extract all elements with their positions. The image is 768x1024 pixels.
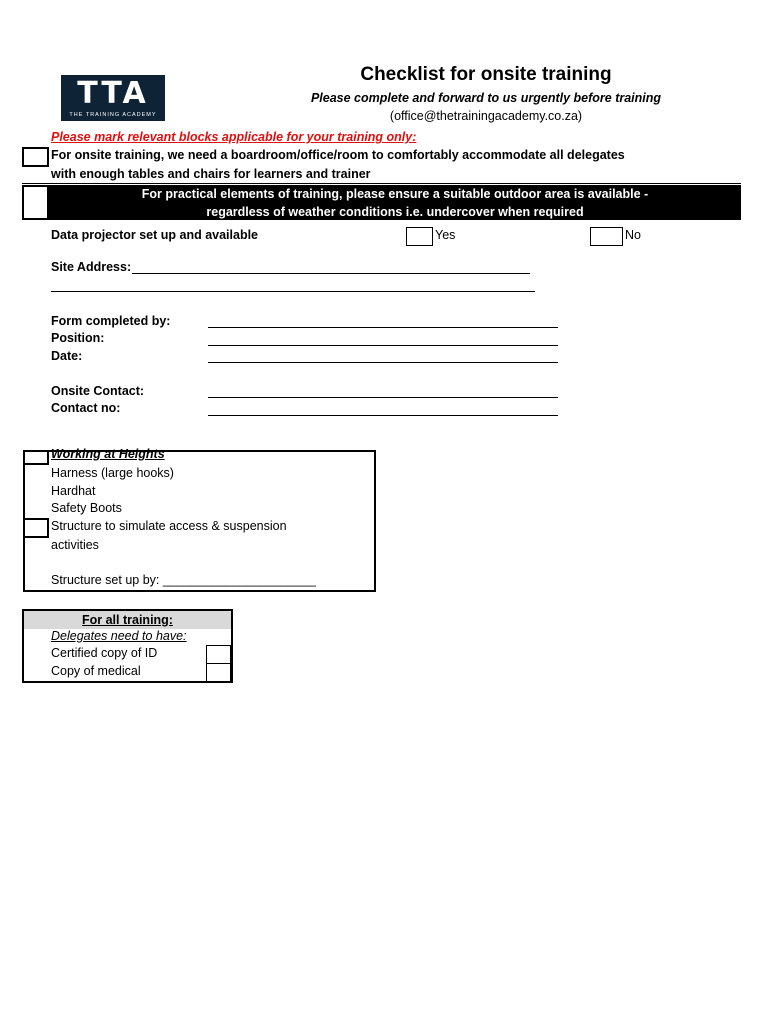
onsite-room-line2: with enough tables and chairs for learners and trainer: [51, 167, 371, 181]
outdoor-area-checkbox[interactable]: [22, 185, 49, 220]
outdoor-area-line1: For practical elements of training, please ensure a suitable outdoor area is available -: [141, 187, 649, 201]
certified-id-checkbox[interactable]: [206, 645, 231, 664]
position-field[interactable]: [208, 345, 558, 346]
heights-item-activities: activities: [51, 538, 99, 552]
form-completed-by-label: Form completed by:: [51, 314, 171, 328]
all-training-item-id: Certified copy of ID: [51, 646, 158, 660]
onsite-room-checkbox[interactable]: [22, 147, 49, 167]
contact-no-label: Contact no:: [51, 401, 121, 415]
projector-label: Data projector set up and available: [51, 228, 259, 242]
position-label: Position:: [51, 331, 105, 345]
all-training-title: For all training:: [24, 611, 231, 629]
onsite-contact-field[interactable]: [208, 397, 558, 398]
heights-item-structure: Structure to simulate access & suspension: [51, 519, 287, 533]
site-address-field[interactable]: [132, 273, 530, 274]
structure-setup-label[interactable]: Structure set up by: ______________________: [51, 573, 316, 587]
site-address-label: Site Address:: [51, 260, 132, 274]
company-logo: [61, 75, 165, 121]
onsite-room-line1: For onsite training, we need a boardroom/office/room to comfortably accommodate all delegates: [51, 148, 625, 162]
site-address-field-2[interactable]: [51, 291, 535, 292]
structure-checkbox[interactable]: [23, 518, 49, 538]
logo-text: TTA: [77, 76, 149, 111]
outdoor-area-line2: regardless of weather conditions i.e. undercover when required: [206, 205, 584, 219]
page-subtitle: Please complete and forward to us urgently before training: [310, 91, 662, 105]
all-training-subtitle: Delegates need to have:: [51, 629, 187, 643]
onsite-contact-label: Onsite Contact:: [51, 384, 145, 398]
heights-item-boots: Safety Boots: [51, 501, 122, 515]
page-title: Checklist for onsite training: [360, 64, 612, 85]
contact-email[interactable]: (office@thetrainingacademy.co.za): [389, 109, 583, 123]
all-training-item-medical: Copy of medical: [51, 664, 141, 678]
date-field[interactable]: [208, 362, 558, 363]
projector-yes-checkbox[interactable]: [406, 227, 433, 246]
working-at-heights-checkbox[interactable]: [23, 450, 49, 465]
contact-no-field[interactable]: [208, 415, 558, 416]
divider: [22, 183, 741, 184]
projector-yes-label: Yes: [435, 228, 456, 242]
date-label: Date:: [51, 349, 83, 363]
projector-no-checkbox[interactable]: [590, 227, 623, 246]
heights-item-hardhat: Hardhat: [51, 484, 96, 498]
outdoor-area-banner: [49, 185, 741, 220]
heights-item-harness: Harness (large hooks): [51, 466, 174, 480]
logo-subtext: THE TRAINING ACADEMY: [69, 112, 157, 118]
form-completed-by-field[interactable]: [208, 327, 558, 328]
instruction-note: Please mark relevant blocks applicable for your training only:: [51, 130, 417, 144]
copy-medical-checkbox[interactable]: [206, 663, 231, 682]
working-at-heights-title: Working at Heights: [51, 447, 165, 461]
projector-no-label: No: [625, 228, 641, 242]
